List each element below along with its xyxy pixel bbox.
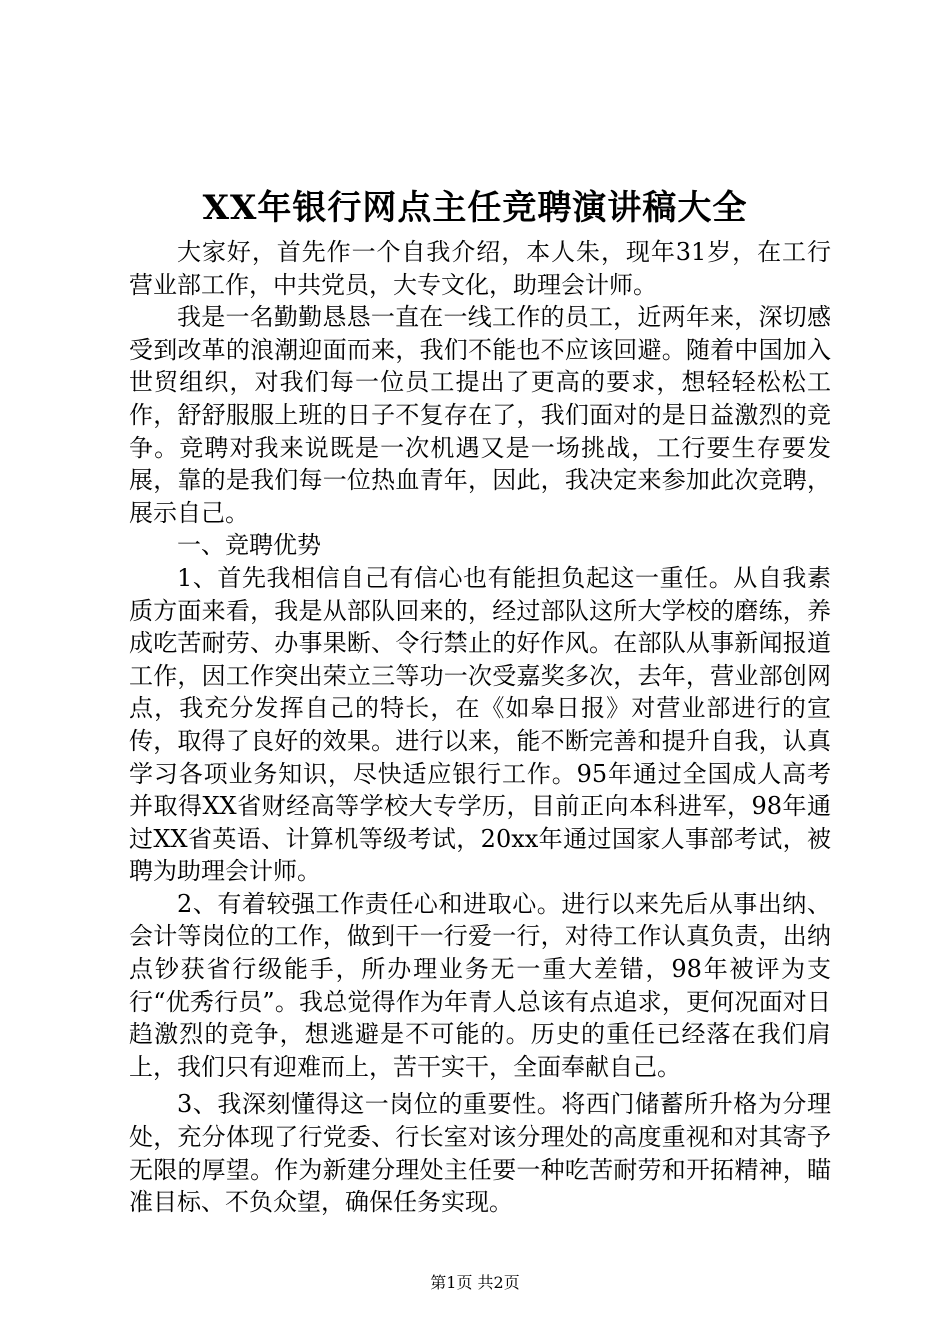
document-body (129, 236, 831, 1219)
paragraph-motivation: 我是一名勤勤恳恳一直在一线工作的员工，近两年来，深切感受到改革的浪潮迎面而来，我们不能也不应该回避。随着中国加入世贸组织，对我们每一位员工提出了更高的要求，想轻轻松松工作，舒舒服服上班的日子不复存在了，我们面对的是日益激烈的竞争。竞聘对我来说既是一次机遇又是一场挑战，工行要生存要发展，靠的是我们每一位热血青年，因此，我决定来参加此次竞聘，展示自己。 (129, 303, 831, 527)
page-footer: 第1页 共2页 (430, 1273, 520, 1292)
paragraph-advantage-3: 3、我深刻懂得这一岗位的重要性。将西门储蓄所升格为分理处，充分体现了行党委、行长室对该分理处的高度重视和对其寄予无限的厚望。作为新建分理处主任要一种吃苦耐劳和开拓精神，瞄准目标、不负众望，确保任务实现。 (129, 1090, 831, 1217)
document-title: XX年银行网点主任竞聘演讲稿大全 (202, 188, 748, 228)
paragraph-advantage-2: 2、有着较强工作责任心和进取心。进行以来先后从事出纳、会计等岗位的工作，做到干一行爱一行，对待工作认真负责，出纳点钞获省行级能手，所办理业务无一重大差错，98年被评为支行“优秀行员”。我总觉得作为年青人总该有点追求，更何况面对日趋激烈的竞争，想逃避是不可能的。历史的重任已经落在我们肩上，我们只有迎难而上，苦干实干，全面奉献自己。 (129, 889, 831, 1081)
section-heading-advantages: 一、竞聘优势 (177, 531, 321, 560)
paragraph-advantage-1: 1、首先我相信自己有信心也有能担负起这一重任。从自我素质方面来看，我是从部队回来的，经过部队这所大学校的磨练，养成吃苦耐劳、办事果断、令行禁止的好作风。在部队从事新闻报道工作，因工作突出荣立三等功一次受嘉奖多次，去年，营业部创网点，我充分发挥自己的特长，在《如皋日报》对营业部进行的宣传，取得了良好的效果。进行以来，能不断完善和提升自我，认真学习各项业务知识，尽快适应银行工作。95年通过全国成人高考并取得XX省财经高等学校大专学历，目前正向本科进军，98年通过XX省英语、计算机等级考试，20xx年通过国家人事部考试，被聘为助理会计师。 (129, 563, 831, 886)
paragraph-intro: 大家好，首先作一个自我介绍，本人朱，现年31岁，在工行营业部工作，中共党员，大专文化，助理会计师。 (129, 238, 831, 299)
